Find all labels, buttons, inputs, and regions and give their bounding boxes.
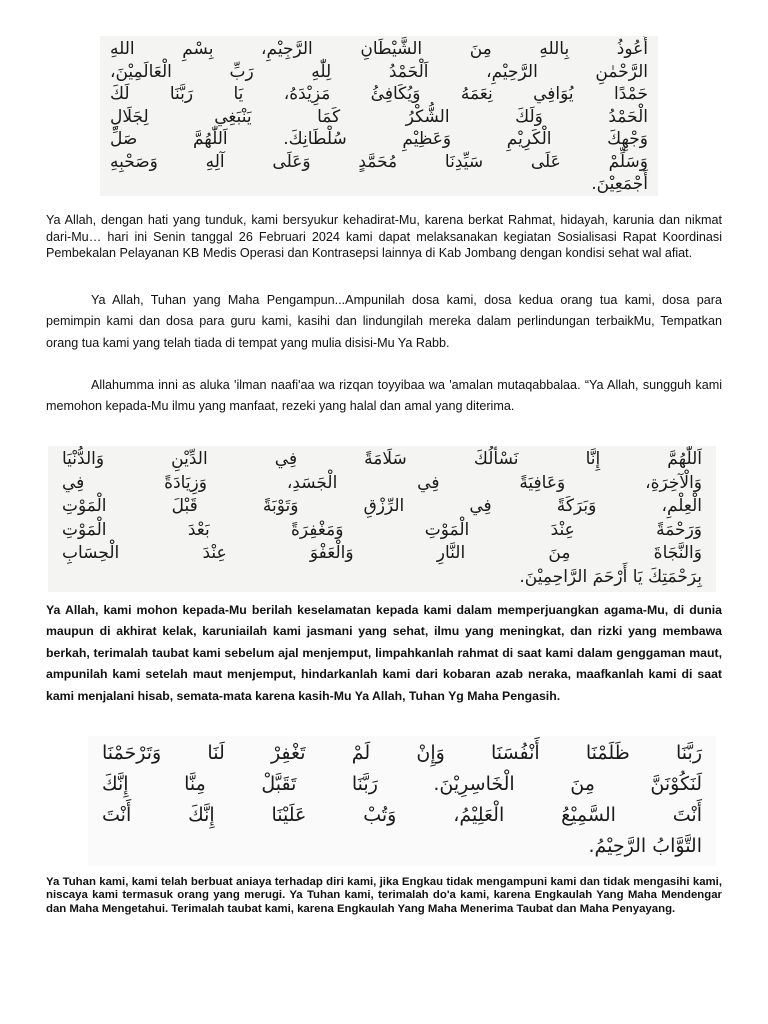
arabic-line: اَللّٰهُمَّ إِنَّا نَسْأَلُكَ سَلَامَةً فِي الدِّيْنِ وَالدُّنْيَا [62, 449, 702, 469]
arabic-line: أَجْمَعِيْنَ. [591, 174, 648, 194]
arabic-line: وَرَحْمَةً عِنْدَ الْمَوْتِ وَمَغْفِرَةً بَعْدَ الْمَوْتِ [62, 519, 702, 540]
arabic-line: وَسَلِّمْ عَلَى سَيِّدِنَا مُحَمَّدٍ وَعَلَى آلِهِ وَصَحْبِهِ [110, 151, 648, 172]
paragraph-forgiveness: Ya Allah, Tuhan yang Maha Pengampun...Ampunilah dosa kami, dosa kedua orang tua kami, dosa para pemimpin kami dan dosa para guru kami, kasihi dan lindungilah mereka dalam perlindungan terbaikMu, Tempatkan orang tua kami yang telah tiada di tempat yang mulia disisi-Mu Ya Rabb. [46, 293, 722, 350]
arabic-safety-prayer-image [48, 446, 716, 592]
arabic-line: وَجْهِكَ الْكَرِيْمِ وَعَظِيْمِ سُلْطَانِكَ. اَللّٰهُمَّ صَلِّ [110, 129, 648, 149]
paragraph-useful-knowledge: Allahumma inni as aluka 'ilman naafi'aa wa rizqan toyyibaa wa 'amalan mutaqabbalaa. “Ya Allah, sungguh kami memohon kepada-Mu ilmu yang manfaat, rezeki yang halal dan amal yang diterima. [46, 378, 722, 414]
arabic-line: حَمْدًا يُوَافِي نِعَمَهُ وَيُكَافِئُ مَزِيْدَهُ، يَا رَبَّنَا لَكَ [110, 84, 648, 104]
arabic-line: أَنْتَ السَّمِيْعُ الْعَلِيْمُ، وَتُبْ عَلَيْنَا إِنَّكَ أَنْتَ [102, 804, 702, 826]
arabic-line: لَنَكُوْنَنَّ مِنَ الْخَاسِرِيْنَ. رَبَّنَا تَقَبَّلْ مِنَّا إِنَّكَ [102, 773, 702, 795]
arabic-line: بِرَحْمَتِكَ يَا أَرْحَمَ الرَّاحِمِيْنَ. [519, 566, 702, 587]
arabic-line: التَّوَّابُ الرَّحِيْمُ. [588, 835, 702, 857]
arabic-line: الْحَمْدُ وَلَكَ الشُّكْرُ كَمَا يَنْبَغِي لِجَلَالِ [110, 106, 648, 127]
arabic-line: وَالنَّجَاةَ مِنَ النَّارِ وَالْعَفْوَ عِنْدَ الْحِسَابِ [62, 543, 702, 563]
paragraph-gratitude: Ya Allah, dengan hati yang tunduk, kami bersyukur kehadirat-Mu, karena berkat Rahmat, hidayah, karunia dan nikmat dari-Mu… hari ini Senin tanggal 26 Februari 2024 kami dapat melaksanakan kegiatan Sosialisasi Rapat Koordinasi Pembekalan Pelayanan KB Medis Operasi dan Kontrasepsi lainnya di Kab Jombang dengan kondisi sehat wal afiat. [46, 213, 722, 260]
paragraph-safety-translation: Ya Allah, kami mohon kepada-Mu berilah keselamatan kepada kami dalam memperjuangkan agama-Mu, di dunia maupun di akhirat kelak, karuniailah kami jasmani yang sehat, ilmu yang meningkat, dan rizki yang membawa berkah, terimalah taubat kami sebelum ajal menjemput, limpahkanlah rahmat di saat kami dalam genggaman maut, ampunilah kami setelah maut menjemput, hindarkanlah kami dari kobaran azab neraka, maafkanlah kami di saat kami menjalani hisab, semata-mata karena kasih-Mu Ya Allah, Tuhan Yg Maha Pengasih. [46, 603, 722, 703]
arabic-opening-prayer-image [100, 36, 658, 196]
arabic-line: الرَّحْمٰنِ الرَّحِيْمِ، اَلْحَمْدُ لِلّٰهِ رَبِّ الْعَالَمِيْنَ، [110, 61, 648, 82]
arabic-line: الْعِلْمِ، وَبَرَكَةً فِي الرِّزْقِ وَتَوْبَةً قَبْلَ الْمَوْتِ [62, 496, 702, 516]
arabic-line: وَالْآخِرَةِ، وَعَافِيَةً فِي الْجَسَدِ، وَزِيَادَةً فِي [62, 472, 702, 493]
arabic-repentance-prayer-image [88, 736, 716, 866]
paragraph-repentance-translation: Ya Tuhan kami, kami telah berbuat aniaya terhadap diri kami, jika Engkau tidak mengampuni kami dan tidak mengasihi kami, niscaya kami termasuk orang yang merugi. Ya Tuhan kami, terimalah do'a kami, karena Engkaulah Yang Maha Mendengar dan Maha Mengetahui. Terimalah taubat kami, karena Engkaulah Yang Maha Menerima Taubat dan Maha Penyayang. [46, 876, 722, 915]
arabic-line: رَبَّنَا ظَلَمْنَا أَنْفُسَنَا وَإِنْ لَمْ تَغْفِرْ لَنَا وَتَرْحَمْنَا [102, 742, 702, 764]
arabic-line: أَعُوذُ بِاللهِ مِنَ الشَّيْطَانِ الرَّجِيْمِ، بِسْمِ اللهِ [110, 39, 648, 59]
